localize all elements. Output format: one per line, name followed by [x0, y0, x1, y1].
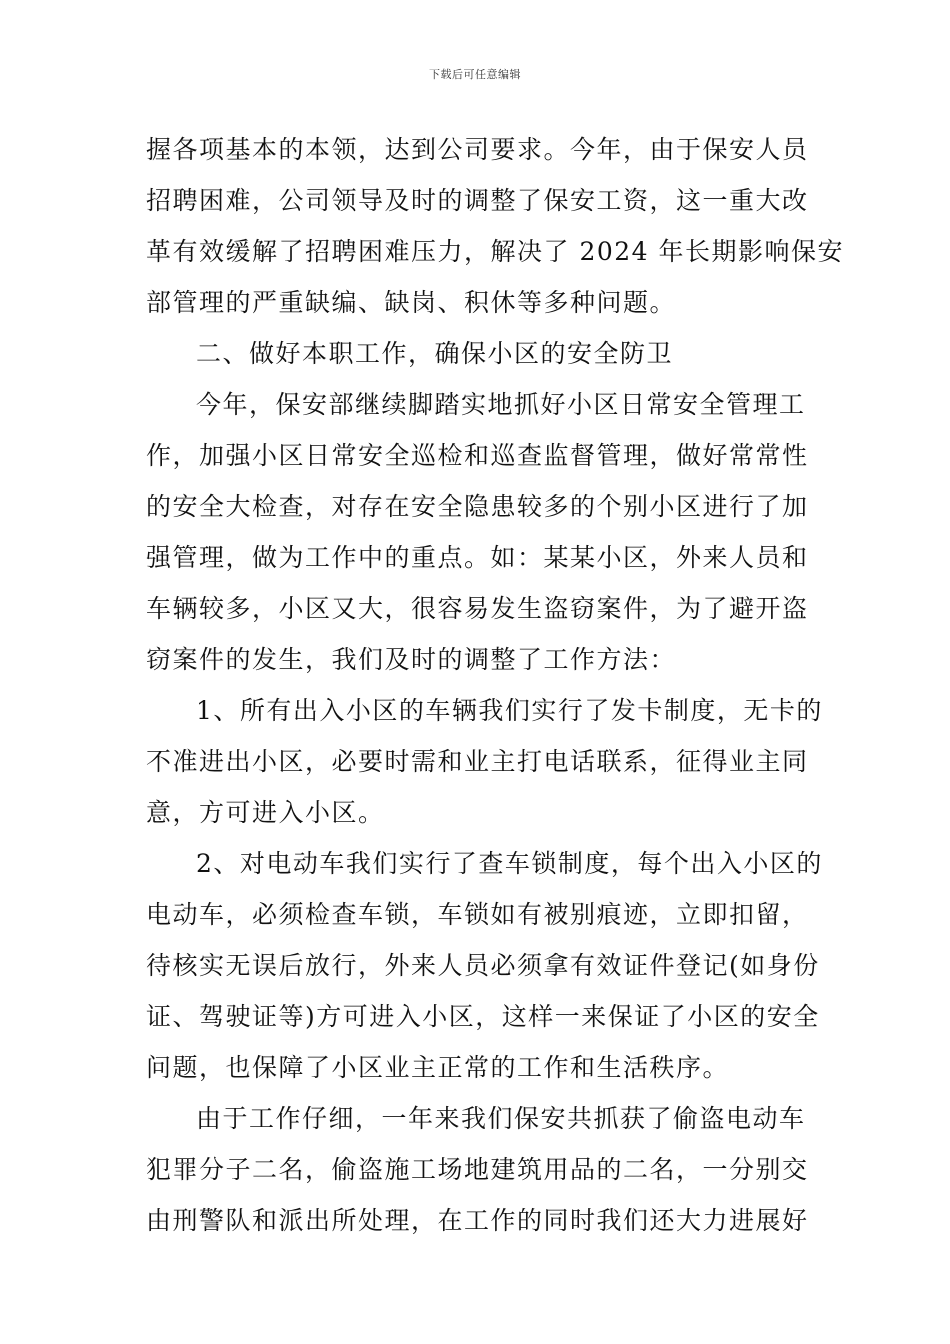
text-line: 证、驾驶证等)方可进入小区，这样一来保证了小区的安全 [146, 1002, 820, 1031]
text-line: 待核实无误后放行，外来人员必须拿有效证件登记(如身份 [146, 951, 820, 980]
text-line: 1、所有出入小区的车辆我们实行了发卡制度，无卡的 [196, 696, 823, 725]
text-line: 问题，也保障了小区业主正常的工作和生活秩序。 [146, 1053, 730, 1082]
text-line: 电动车，必须检查车锁，车锁如有被别痕迹，立即扣留， [146, 900, 809, 929]
text-line: 意，方可进入小区。 [146, 798, 385, 827]
text-line: 不准进出小区，必要时需和业主打电话联系，征得业主同 [146, 747, 809, 776]
text-line: 犯罪分子二名，偷盗施工场地建筑用品的二名，一分别交 [146, 1155, 809, 1184]
page-header: 下载后可任意编辑 [429, 68, 521, 81]
text-line: 由刑警队和派出所处理，在工作的同时我们还大力进展好 [146, 1206, 809, 1235]
text-line: 强管理，做为工作中的重点。如：某某小区，外来人员和 [146, 543, 809, 572]
text-line: 二、做好本职工作，确保小区的安全防卫 [196, 339, 674, 368]
text-line: 革有效缓解了招聘困难压力，解决了 2024 年长期影响保安 [146, 237, 845, 266]
text-line: 招聘困难，公司领导及时的调整了保安工资，这一重大改 [146, 186, 809, 215]
text-line: 的安全大检查，对存在安全隐患较多的个别小区进行了加 [146, 492, 809, 521]
text-line: 车辆较多，小区又大，很容易发生盗窃案件，为了避开盗 [146, 594, 809, 623]
text-line: 作，加强小区日常安全巡检和巡查监督管理，做好常常性 [146, 441, 809, 470]
text-line: 由于工作仔细，一年来我们保安共抓获了偷盗电动车 [196, 1104, 806, 1133]
document-body [146, 124, 845, 1246]
text-line: 握各项基本的本领，达到公司要求。今年，由于保安人员 [146, 135, 809, 164]
text-line: 2、对电动车我们实行了查车锁制度，每个出入小区的 [196, 849, 823, 878]
text-line: 窃案件的发生，我们及时的调整了工作方法： [146, 645, 677, 674]
text-line: 今年，保安部继续脚踏实地抓好小区日常安全管理工 [196, 390, 806, 419]
text-line: 部管理的严重缺编、缺岗、积休等多种问题。 [146, 288, 677, 317]
